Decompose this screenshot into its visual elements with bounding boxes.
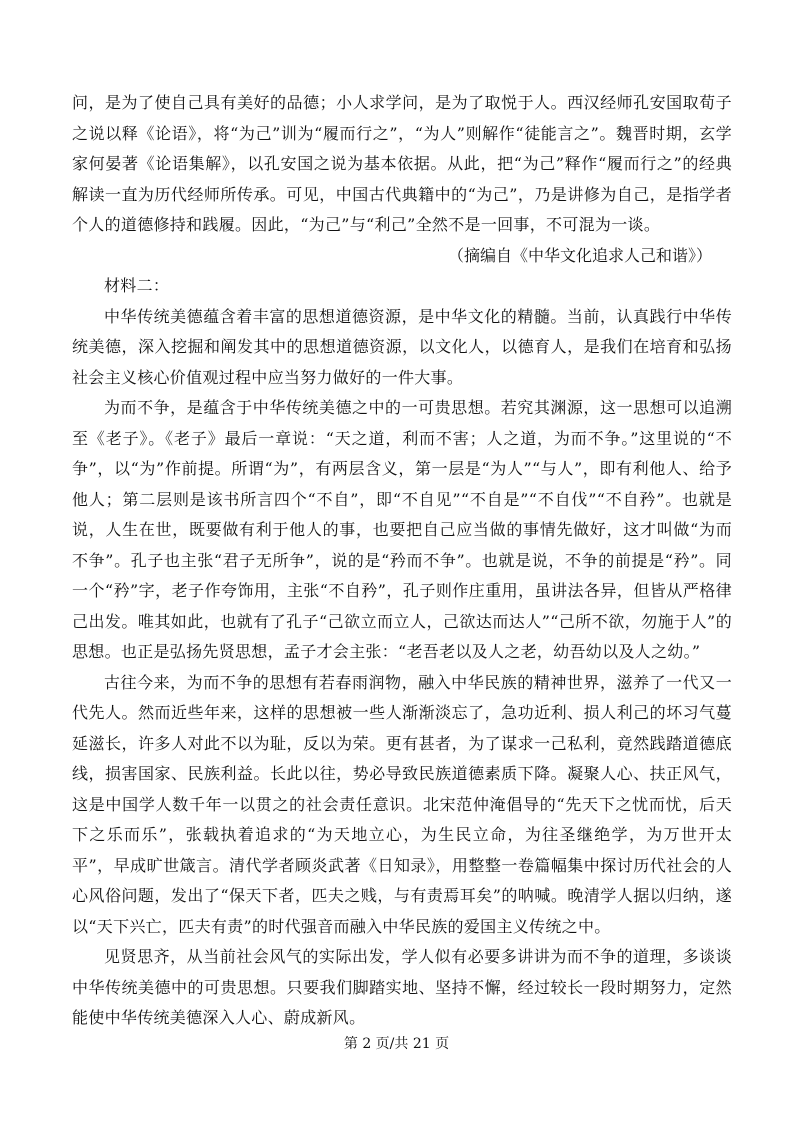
material-paragraph: 中华传统美德蕴含着丰富的思想道德资源，是中华文化的精髓。当前，认真践行中华传统美德，深入挖掘和阐发其中的思想道德资源，以文化人，以德育人，是我们在培育和弘扬社会主义核心价值观过程中应当努力做好的一件大事。 xyxy=(72,306,732,387)
document-body xyxy=(72,88,732,1034)
material-label: 材料二： xyxy=(104,276,170,295)
page-number-footer: 第 2 页/共 21 页 xyxy=(343,1036,450,1052)
paragraph-continuation: 问，是为了使自己具有美好的品德；小人求学问，是为了取悦于人。西汉经师孔安国取荀子之说以释《论语》，将“为己”训为“履而行之”，“为人”则解作“徒能言之”。魏晋时期，玄学家何晏著《论语集解》，以孔安国之说为基本依据。从此，把“为己”释作“履而行之”的经典解读一直为历代经师所传承。可见，中国古代典籍中的“为己”，乃是讲修为自己，是指学者个人的道德修持和践履。因此，“为己”与“利己”全然不是一回事，不可混为一谈。 xyxy=(72,93,732,234)
material-paragraph: 见贤思齐，从当前社会风气的实际出发，学人似有必要多讲讲为而不争的道理，多谈谈中华传统美德中的可贵思想。只要我们脚踏实地、坚持不懈，经过较长一段时期努力，定然能使中华传统美德深入人心、蔚成新风。 xyxy=(72,947,732,1027)
material-paragraph: 为而不争，是蕴含于中华传统美德之中的一可贵思想。若究其渊源，这一思想可以追溯至《老子》。《老子》最后一章说：“天之道，利而不害；人之道，为而不争。”这里说的“不争”，以“为”作前提。所谓“为”，有两层含义，第一层是“为人”“与人”，即有利他人、给予他人；第二层则是该书所言四个“不自”，即“不自见”“不自是”“不自伐”“不自矜”。也就是说，人生在世，既要做有利于他人的事，也要把自己应当做的事情先做好，这才叫做“为而不争”。孔子也主张“君子无所争”，说的是“矜而不争”。也就是说，不争的前提是“矜”。同一个“矜”字，老子作夸饰用，主张“不自矜”，孔子则作庄重用，虽讲法各异，但皆从严格律己出发。唯其如此，也就有了孔子“己欲立而立人，己欲达而达人”“己所不欲，勿施于人”的思想。也正是弘扬先贤思想，孟子才会主张：“老吾老以及人之老，幼吾幼以及人之幼。” xyxy=(72,398,732,661)
material-paragraph: 古往今来，为而不争的思想有若春雨润物，融入中华民族的精神世界，滋养了一代又一代先人。然而近些年来，这样的思想被一些人渐渐淡忘了，急功近利、损人利己的坏习气蔓延滋长，许多人对此不以为耻，反以为荣。更有甚者，为了谋求一己私利，竟然践踏道德底线，损害国家、民族利益。长此以往，势必导致民族道德素质下降。凝聚人心、扶正风气，这是中国学人数千年一以贯之的社会责任意识。北宋范仲淹倡导的“先天下之忧而忧，后天下之乐而乐”，张载执着追求的“为天地立心，为生民立命，为往圣继绝学，为万世开太平”，早成旷世箴言。清代学者顾炎武著《日知录》，用整整一卷篇幅集中探讨历代社会的人心风俗问题，发出了“保天下者，匹夫之贱，与有责焉耳矣”的呐喊。晚清学人据以归纳，遂以“天下兴亡，匹夫有责”的时代强音而融入中华民族的爱国主义传统之中。 xyxy=(72,672,732,936)
source-citation: （摘编自《中华文化追求人己和谐》） xyxy=(447,245,712,265)
